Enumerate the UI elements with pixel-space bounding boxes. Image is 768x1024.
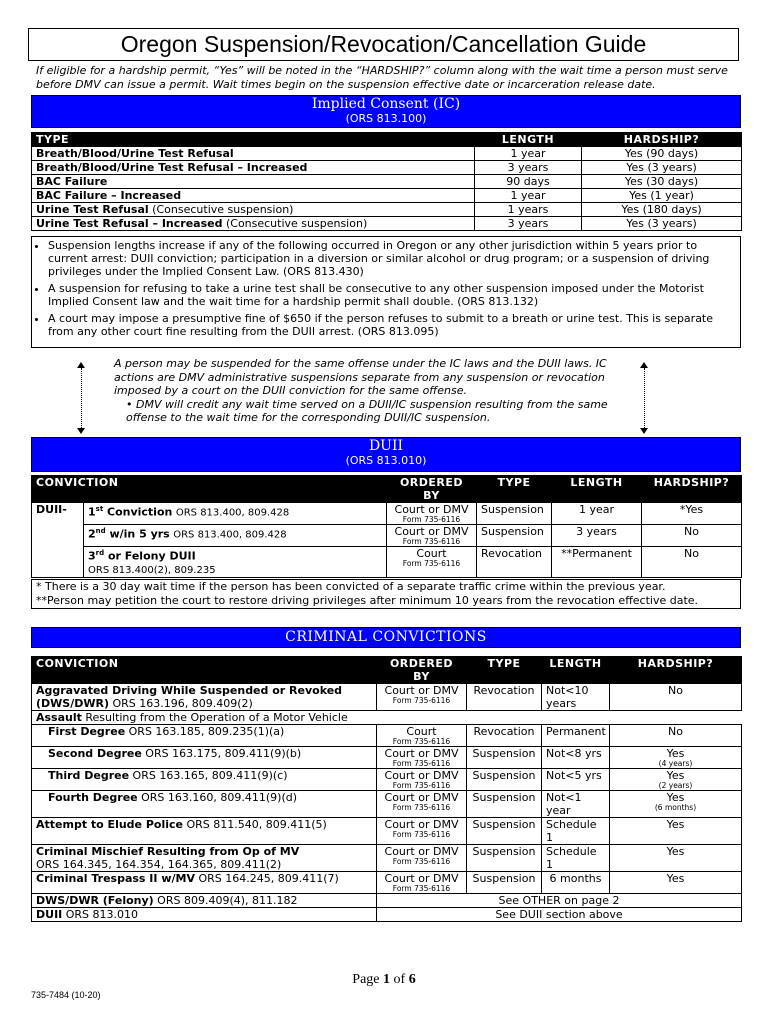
duii-title: DUII (368, 438, 404, 454)
hardship-wait: (4 years) (658, 759, 693, 768)
ic-note-item: • Suspension lengths increase if any of the following occurred in Oregon or any other jurisdiction within 5 years prior to current arrest: DUII conviction; participation in a diversion or similar alcohol or drug program; or a suspension of driving privileges under the Implied Consent Law. (ORS 813.430) (48, 239, 736, 278)
crim-col-hardship: HARDSHIP? (610, 657, 742, 684)
ors-ref: ORS 163.196, 809.409(2) (112, 697, 253, 710)
type-cell: Suspension (477, 503, 552, 525)
ic-length: 1 year (475, 189, 582, 203)
conviction-cell (32, 791, 377, 818)
form-ref: Form 735-6116 (392, 781, 451, 790)
duii-row-label: DUII- (32, 503, 84, 578)
ordinal: 2 (88, 527, 96, 541)
reference-cell: See OTHER on page 2 (377, 894, 742, 908)
ordered-cell (377, 747, 467, 769)
conviction-name: Aggravated Driving While Suspended or Revoked (36, 684, 343, 697)
type-cell: Suspension (467, 845, 542, 872)
page-current: 1 (383, 972, 391, 987)
length-cell: Not<5 yrs (542, 769, 610, 791)
ic-hardship: Yes (30 days) (582, 175, 742, 189)
ors-ref: ORS 164.245, 809.411(7) (194, 872, 339, 885)
ordinal: 1 (88, 505, 96, 519)
criminal-title: CRIMINAL CONVICTIONS (285, 629, 487, 645)
ic-note-item: • A suspension for refusing to take a urine test shall be consecutive to any other suspension imposed under the Motorist Implied Consent law and the wait time for a hardship permit shall double. (ORS 813.132) (48, 282, 736, 308)
ordered-by: Court or DMV (384, 818, 459, 831)
crim-col-type: TYPE (467, 657, 542, 684)
ic-table (31, 132, 742, 231)
table-row (32, 725, 742, 747)
conviction-name: Attempt to Elude Police (36, 818, 183, 831)
length-cell: 1 year (552, 503, 642, 525)
form-ref: Form 735-6116 (402, 559, 461, 568)
length-cell: Not<10 years (542, 684, 610, 711)
form-ref: Form 735-6116 (392, 737, 451, 746)
arrow-down-icon (640, 428, 648, 434)
ic-type-note: (Consecutive suspension) (222, 217, 368, 230)
table-row (32, 845, 742, 872)
table-row (32, 189, 742, 203)
conviction-cell (32, 684, 377, 711)
form-ref: Form 735-6116 (392, 830, 451, 839)
dotted-arrow-left (81, 368, 84, 428)
type-cell: Suspension (467, 872, 542, 894)
ic-type-cell (32, 189, 475, 203)
form-ref: Form 735-6116 (392, 803, 451, 812)
type-cell: Suspension (477, 525, 552, 547)
conviction-cell (32, 725, 377, 747)
form-code: 735-7484 (10-20) (31, 990, 101, 1000)
conviction-name: Criminal Trespass II w/MV (36, 872, 195, 885)
hardship-cell: No (642, 547, 742, 578)
assault-cell (32, 711, 742, 725)
page-prefix: Page (352, 972, 384, 987)
length-cell: Not<1 year (542, 791, 610, 818)
ic-type: BAC Failure – Increased (36, 189, 182, 202)
ic-type-cell (32, 203, 475, 217)
ordered-by: Court or DMV (394, 525, 469, 538)
arrow-down-icon (77, 428, 85, 434)
ordered-by: Court or DMV (384, 845, 459, 858)
conviction-cell (84, 547, 387, 578)
hardship-value: Yes (666, 791, 685, 804)
form-ref: Form 735-6116 (402, 515, 461, 524)
duii-note-1: * There is a 30 day wait time if the person has been convicted of a separate traffic crime within the previous year. (36, 580, 666, 593)
duii-table (31, 475, 742, 578)
page-of: of (390, 972, 409, 987)
duii-subtitle: (ORS 813.010) (345, 454, 427, 467)
ic-type: Urine Test Refusal (36, 203, 149, 216)
ic-type: Breath/Blood/Urine Test Refusal – Increased (36, 161, 308, 174)
hardship-cell: Yes (610, 818, 742, 845)
ors-ref: ORS 163.160, 809.411(9)(d) (137, 791, 298, 804)
ordered-cell (377, 769, 467, 791)
ic-col-length: LENGTH (475, 133, 582, 147)
table-row (32, 894, 742, 908)
ic-type-cell (32, 161, 475, 175)
duii-header (31, 437, 741, 472)
table-row (32, 872, 742, 894)
table-row (32, 175, 742, 189)
ic-note-item: • A court may impose a presumptive fine of $650 if the person refuses to submit to a breath or urine test. This is separate from any other court fine resulting from the DUII arrest. (ORS 813.095) (48, 312, 736, 338)
conviction-abbr: (DWS/DWR) (36, 697, 109, 710)
length-cell: Schedule 1 (542, 845, 610, 872)
duii-note-2: **Person may petition the court to restore driving privileges after minimum 10 years from the revocation effective date. (36, 594, 699, 607)
type-cell: Revocation (477, 547, 552, 578)
table-row (32, 711, 742, 725)
ors-ref: ORS 813.400(2), 809.235 (88, 564, 216, 576)
ordered-by: Court or DMV (384, 769, 459, 782)
ordered-cell (387, 547, 477, 578)
ordered-by: Court or DMV (384, 791, 459, 804)
table-row (32, 203, 742, 217)
conviction-cell (32, 845, 377, 872)
conviction-cell (84, 503, 387, 525)
length-cell: **Permanent (552, 547, 642, 578)
table-row (32, 818, 742, 845)
crim-col-length: LENGTH (542, 657, 610, 684)
ic-hardship: Yes (3 years) (582, 161, 742, 175)
hardship-cell: *Yes (642, 503, 742, 525)
ordinal-suffix: st (95, 505, 104, 513)
ic-hardship: Yes (180 days) (582, 203, 742, 217)
ordered-by: Court or DMV (384, 747, 459, 760)
conviction-cell (32, 769, 377, 791)
ic-length: 3 years (475, 217, 582, 231)
hardship-cell: No (610, 684, 742, 711)
ordered-by: Court or DMV (384, 684, 459, 697)
duii-col-type: TYPE (477, 476, 552, 503)
ordered-cell (377, 872, 467, 894)
ic-type: Urine Test Refusal – Increased (36, 217, 223, 230)
length-cell: Permanent (542, 725, 610, 747)
conviction-name: w/in 5 yrs (105, 527, 170, 541)
ordered-by: Court (406, 725, 437, 738)
form-ref: Form 735-6116 (392, 696, 451, 705)
conviction-name: Conviction (103, 505, 173, 519)
length-cell: Not<8 yrs (542, 747, 610, 769)
duii-col-ordered: ORDERED BY (387, 476, 477, 503)
crim-col-ordered: ORDERED BY (377, 657, 467, 684)
ic-type: Breath/Blood/Urine Test Refusal (36, 147, 234, 160)
ic-duii-bullet: • DMV will credit any wait time served on a DUII/IC suspension resulting from the same offense to the wait time for the corresponding DUII/IC suspension. (126, 397, 608, 424)
conviction-name: Third Degree (48, 769, 130, 782)
ordered-by: Court (416, 547, 447, 560)
conviction-name: Criminal Mischief Resulting from Op of MV (36, 845, 300, 858)
ordered-by: Court or DMV (384, 872, 459, 885)
conviction-cell (32, 872, 377, 894)
ic-duii-note (114, 357, 614, 425)
ic-title: Implied Consent (IC) (311, 96, 461, 112)
ors-ref: ORS 163.165, 809.411(9)(c) (129, 769, 288, 782)
hardship-value: Yes (666, 747, 685, 760)
reference-cell: See DUII section above (377, 908, 742, 922)
type-cell: Revocation (467, 684, 542, 711)
ic-length: 1 year (475, 147, 582, 161)
ordered-cell (377, 791, 467, 818)
table-row (32, 547, 742, 578)
table-row (32, 769, 742, 791)
table-row (32, 217, 742, 231)
type-cell: Suspension (467, 818, 542, 845)
form-ref: Form 735-6116 (392, 884, 451, 893)
hardship-cell: No (642, 525, 742, 547)
ic-col-hardship: HARDSHIP? (582, 133, 742, 147)
ors-ref: ORS 164.345, 164.354, 164.365, 809.411(2) (36, 858, 282, 871)
intro-text: If eligible for a hardship permit, “Yes” will be noted in the “HARDSHIP?” column along with the wait time a person must serve before DMV can issue a permit. Wait times begin on the suspension effective date or incarceration release date. (36, 64, 728, 91)
conviction-cell (84, 525, 387, 547)
conviction-name: or Felony DUII (104, 549, 196, 563)
table-row (32, 525, 742, 547)
conviction-cell (32, 894, 377, 908)
length-cell: 3 years (552, 525, 642, 547)
ic-length: 90 days (475, 175, 582, 189)
ors-ref: ORS 813.400, 809.428 (173, 529, 287, 541)
hardship-cell (610, 791, 742, 818)
type-cell: Suspension (467, 791, 542, 818)
arrow-up-icon (77, 362, 85, 368)
assault-desc: Resulting from the Operation of a Motor Vehicle (81, 711, 348, 724)
table-row (32, 908, 742, 922)
arrow-up-icon (640, 362, 648, 368)
type-cell: Revocation (467, 725, 542, 747)
conviction-cell (32, 908, 377, 922)
page-title: Oregon Suspension/Revocation/Cancellation Guide (28, 28, 739, 61)
ordinal: 3 (88, 549, 96, 563)
page-number (0, 972, 768, 988)
duii-col-conviction: CONVICTION (32, 476, 387, 503)
hardship-cell: Yes (610, 872, 742, 894)
ic-notes (31, 236, 741, 348)
ordinal-suffix: nd (95, 527, 106, 535)
duii-col-hardship: HARDSHIP? (642, 476, 742, 503)
table-row (32, 684, 742, 711)
length-cell: Schedule 1 (542, 818, 610, 845)
ordered-cell (387, 503, 477, 525)
conviction-name: First Degree (48, 725, 126, 738)
conviction-name: Fourth Degree (48, 791, 138, 804)
duii-notes (31, 579, 741, 609)
ors-ref: ORS 809.409(4), 811.182 (153, 894, 298, 907)
ic-hardship: Yes (90 days) (582, 147, 742, 161)
ic-col-type: TYPE (32, 133, 475, 147)
form-ref: Form 735-6116 (392, 857, 451, 866)
conviction-name: DWS/DWR (Felony) (36, 894, 154, 907)
hardship-cell: Yes (610, 845, 742, 872)
crim-col-conviction: CONVICTION (32, 657, 377, 684)
ic-length: 1 years (475, 203, 582, 217)
dotted-arrow-right (644, 368, 647, 428)
ordinal-suffix: rd (95, 549, 105, 557)
ors-ref: ORS 811.540, 809.411(5) (182, 818, 327, 831)
ordered-cell (377, 818, 467, 845)
ors-ref: ORS 163.185, 809.235(1)(a) (125, 725, 285, 738)
ordered-by: Court or DMV (394, 503, 469, 516)
page-total: 6 (408, 972, 416, 987)
hardship-wait: (6 months) (654, 803, 697, 812)
conviction-name: DUII (36, 908, 63, 921)
conviction-cell (32, 747, 377, 769)
form-ref: Form 735-6116 (392, 759, 451, 768)
ic-type-cell (32, 175, 475, 189)
criminal-header (31, 627, 741, 648)
ic-type-note: (Consecutive suspension) (148, 203, 294, 216)
hardship-cell (610, 747, 742, 769)
ic-subtitle: (ORS 813.100) (345, 112, 427, 125)
hardship-cell (610, 769, 742, 791)
ic-type: BAC Failure (36, 175, 108, 188)
length-cell: 6 months (542, 872, 610, 894)
ordered-cell (377, 725, 467, 747)
ic-type-cell (32, 147, 475, 161)
ordered-cell (377, 845, 467, 872)
hardship-cell (610, 725, 742, 747)
table-row (32, 161, 742, 175)
type-cell: Suspension (467, 747, 542, 769)
conviction-name: Second Degree (48, 747, 142, 760)
hardship-wait: (2 years) (658, 781, 693, 790)
ic-hardship: Yes (3 years) (582, 217, 742, 231)
assault-label: Assault (36, 711, 82, 724)
ic-length: 3 years (475, 161, 582, 175)
conviction-cell (32, 818, 377, 845)
criminal-table (31, 656, 742, 922)
table-row (32, 791, 742, 818)
ors-ref: ORS 813.010 (62, 908, 139, 921)
ic-header (31, 95, 741, 128)
table-row (32, 147, 742, 161)
ordered-cell (387, 525, 477, 547)
ors-ref: ORS 813.400, 809.428 (175, 507, 290, 519)
ic-duii-bullet-text: DMV will credit any wait time served on a DUII/IC suspension resulting from the same offense to the wait time for the corresponding DUII/IC suspension. (126, 397, 608, 424)
hardship-value: Yes (666, 769, 685, 782)
ic-duii-para: A person may be suspended for the same offense under the IC laws and the DUII laws. IC actions are DMV administrative suspensions separate from any suspension or revocation imposed by a court on the DUII conviction for the same offense. (114, 357, 607, 397)
table-row (32, 503, 742, 525)
hardship-value: No (668, 725, 683, 738)
ic-type-cell (32, 217, 475, 231)
duii-col-length: LENGTH (552, 476, 642, 503)
ic-hardship: Yes (1 year) (582, 189, 742, 203)
table-row (32, 747, 742, 769)
type-cell: Suspension (467, 769, 542, 791)
ors-ref: ORS 163.175, 809.411(9)(b) (141, 747, 302, 760)
form-ref: Form 735-6116 (402, 537, 461, 546)
ordered-cell (377, 684, 467, 711)
